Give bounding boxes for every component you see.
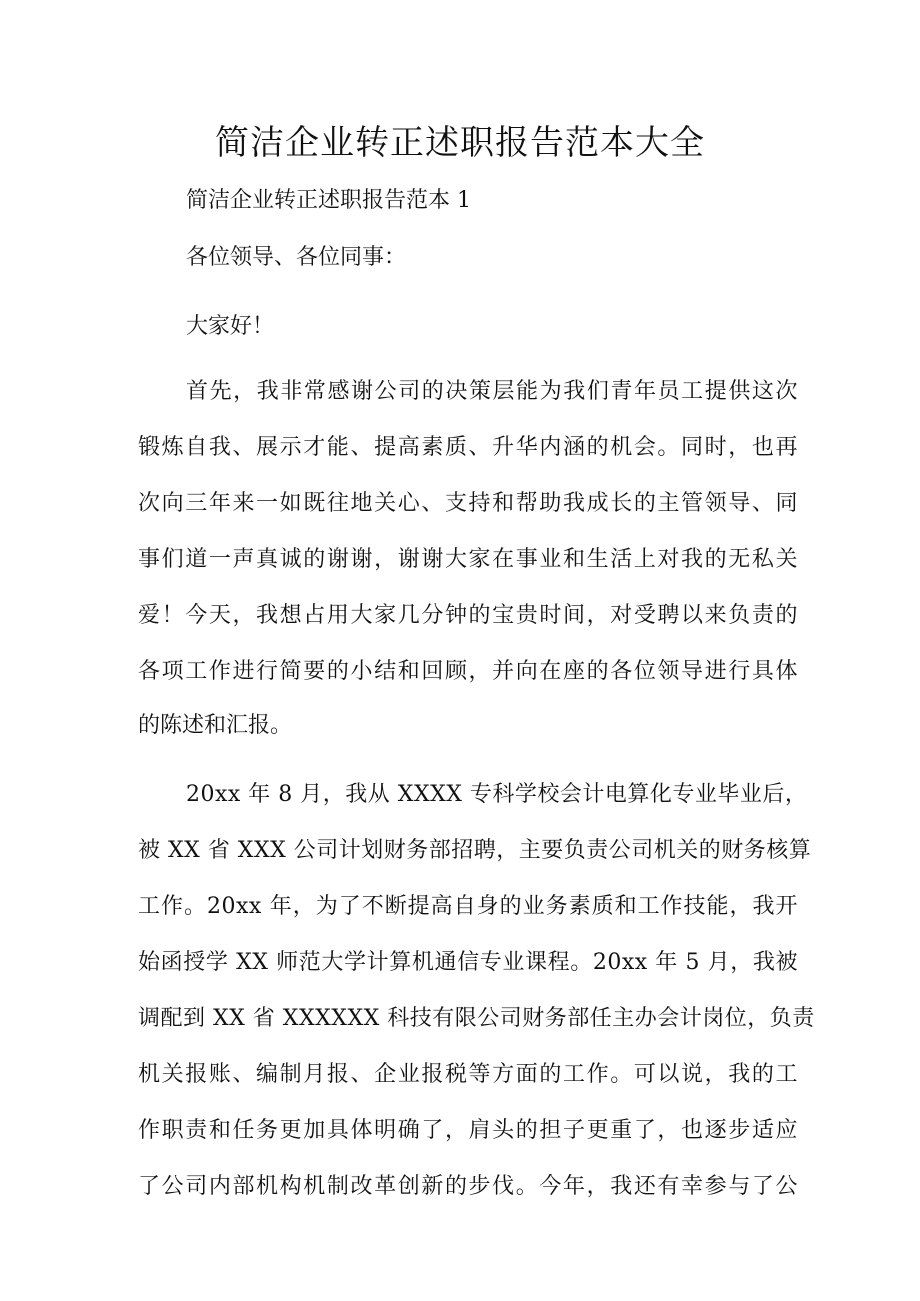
paragraph1-line: 爱！今天，我想占用大家几分钟的宝贵时间，对受聘以来负责的 (138, 603, 798, 628)
paragraph1-line: 锻炼自我、展示才能、提高素质、升华内涵的机会。同时，也再 (138, 435, 798, 460)
paragraph2-line: 调配到 XX 省 XXXXXX 科技有限公司财务部任主办会计岗位，负责 (138, 1006, 815, 1031)
paragraph1-line: 事们道一声真诚的谢谢，谢谢大家在事业和生活上对我的无私关 (138, 547, 798, 572)
paragraph1-line: 首先，我非常感谢公司的决策层能为我们青年员工提供这次 (186, 379, 798, 404)
document-title: 简洁企业转正述职报告范本大全 (215, 123, 705, 163)
paragraph2-line: 作职责和任务更加具体明确了，肩头的担子更重了，也逐步适应 (138, 1118, 798, 1143)
report-subtitle: 简洁企业转正述职报告范本 1 (186, 188, 471, 213)
paragraph1-line: 次向三年来一如既往地关心、支持和帮助我成长的主管领导、同 (138, 491, 798, 516)
paragraph2-line: 20xx 年 8 月，我从 XXXX 专科学校会计电算化专业毕业后， (186, 782, 808, 807)
paragraph2-line: 机关报账、编制月报、企业报税等方面的工作。可以说，我的工 (138, 1062, 798, 1087)
paragraph1-line: 的陈述和汇报。 (138, 713, 293, 738)
greeting: 大家好！ (186, 314, 275, 339)
paragraph2-line: 始函授学 XX 师范大学计算机通信专业课程。20xx 年 5 月，我被 (138, 950, 798, 975)
salutation: 各位领导、各位同事： (186, 245, 407, 270)
paragraph2-line: 工作。20xx 年，为了不断提高自身的业务素质和工作技能，我开 (138, 894, 798, 919)
paragraph2-line: 了公司内部机构机制改革创新的步伐。今年，我还有幸参与了公 (138, 1174, 798, 1199)
paragraph1-line: 各项工作进行简要的小结和回顾，并向在座的各位领导进行具体 (138, 659, 798, 684)
paragraph2-line: 被 XX 省 XXX 公司计划财务部招聘，主要负责公司机关的财务核算 (138, 838, 812, 863)
